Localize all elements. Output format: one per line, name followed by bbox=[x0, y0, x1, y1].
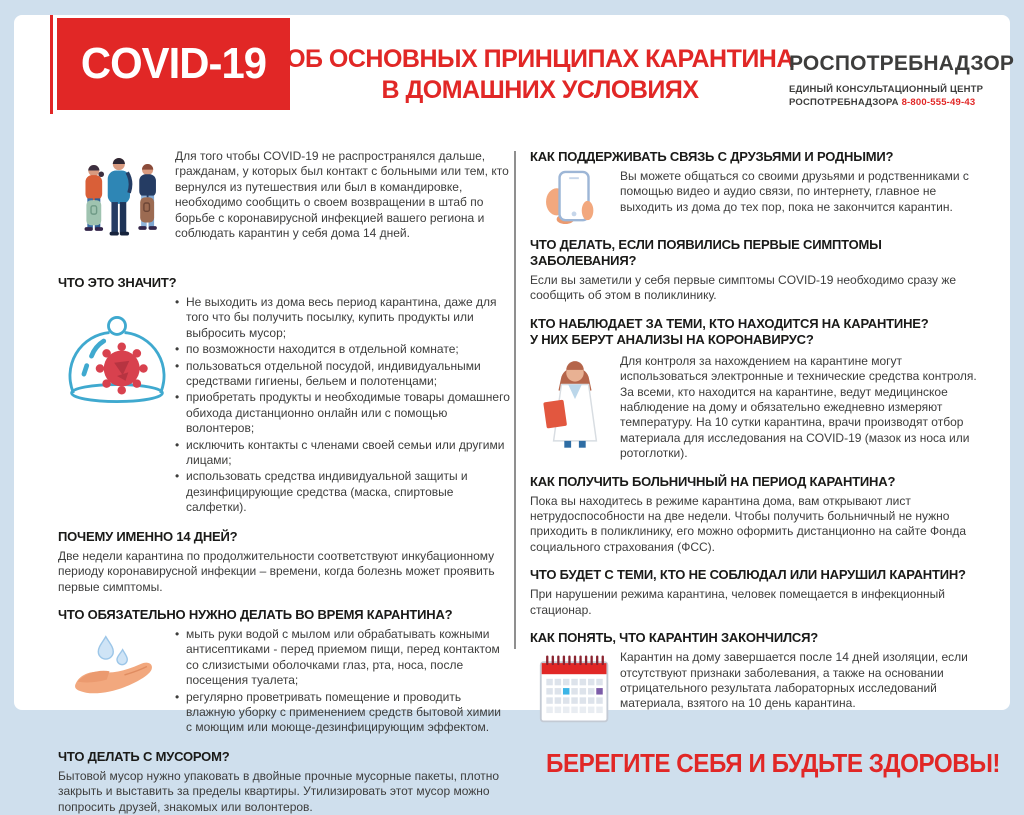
section-heading: КАК ПОДДЕРЖИВАТЬ СВЯЗЬ С ДРУЗЬЯМИ И РОДНЫМИ? bbox=[530, 149, 894, 164]
travelers-icon bbox=[58, 149, 175, 257]
section-paragraph: Карантин на дому завершается после 14 дней изоляции, если отсутствуют признаки заболевания, а также на основании отрицательного результата лабораторных исследований материала, взятого на 10 день карантина. bbox=[620, 650, 968, 711]
page-title-line1: ОБ ОСНОВНЫХ ПРИНЦИПАХ КАРАНТИНА bbox=[286, 45, 794, 73]
list-item: • использовать средства индивидуальной защиты и дезинфицирующие средства (маска, спиртовые салфетки). bbox=[175, 469, 510, 515]
list-item: • исключить контакты с членами своей семьи или другими лицами; bbox=[175, 438, 510, 469]
page-title-line2: В ДОМАШНИХ УСЛОВИЯХ bbox=[381, 76, 699, 104]
what-it-means-list bbox=[175, 295, 510, 517]
must-do-section bbox=[58, 607, 510, 737]
virus-under-dome-icon bbox=[58, 295, 175, 409]
list-item: • приобретать продукты и необходимые товары домашнего обихода дистанционно онлайн или с помощью волонтеров; bbox=[175, 390, 510, 436]
section-paragraph: Для контроля за нахождением на карантине могут использоваться электронные и технические средства контроля. bbox=[620, 353, 977, 384]
section-heading: КАК ПОНЯТЬ, ЧТО КАРАНТИН ЗАКОНЧИЛСЯ? bbox=[530, 630, 818, 646]
section-paragraph: Пока вы находитесь в режиме карантина дома, вам открывают лист нетрудоспособности на две недели. Чтобы получить больничный не нужно приходить в поликлинику, его можно оформить дистанционно на сайте Фонда социального страхования (ФСС). bbox=[530, 493, 967, 554]
list-item: • пользоваться отдельной посудой, индивидуальными средствами гигиены, бельем и полотенцами; bbox=[175, 359, 510, 390]
section-paragraph: Две недели карантина по продолжительности соответствуют инкубационному периоду коронавирусной инфекции – времени, когда болезнь может проявить первые симптомы. bbox=[58, 548, 495, 594]
hand-washing-icon bbox=[58, 627, 175, 717]
red-accent-line bbox=[50, 15, 53, 114]
list-item: • по возможности находится в отдельной комнате; bbox=[175, 342, 510, 357]
section-paragraph: Если вы заметили у себя первые симптомы COVID-19 необходимо сразу же сообщить об этом в поликлинику. bbox=[530, 273, 957, 303]
hotline-phone: 8-800-555-49-43 bbox=[901, 97, 976, 108]
org-subtitle-line2: РОСПОТРЕБНАДЗОРА 8-800-555-49-43 bbox=[789, 97, 976, 108]
why-14-days-section bbox=[58, 529, 510, 595]
section-heading: ЧТО ОБЯЗАТЕЛЬНО НУЖНО ДЕЛАТЬ ВО ВРЕМЯ КАРАНТИНА? bbox=[58, 606, 453, 622]
left-column bbox=[58, 149, 510, 815]
trash-section bbox=[58, 749, 510, 815]
keep-in-touch-section bbox=[530, 149, 988, 225]
right-column bbox=[530, 149, 1001, 779]
calendar-icon bbox=[530, 650, 620, 728]
section-heading: ПОЧЕМУ ИМЕННО 14 ДНЕЙ? bbox=[58, 528, 238, 544]
page-title bbox=[280, 44, 800, 106]
list-item: • регулярно проветривать помещение и проводить влажную уборку с применением средств бытовой химии с моющим или моюще-дезинфицирующим эффектом. bbox=[175, 690, 510, 736]
covid-badge bbox=[57, 18, 290, 110]
violation-section bbox=[530, 567, 988, 618]
section-heading: КТО НАБЛЮДАЕТ ЗА ТЕМИ, КТО НАХОДИТСЯ НА КАРАНТИНЕ? У НИХ БЕРУТ АНАЛИЗЫ НА КОРОНАВИРУС? bbox=[530, 315, 929, 347]
org-name: РОСПОТРЕБНАДЗОР bbox=[789, 52, 1015, 75]
org-subtitle-line1: ЕДИНЫЙ КОНСУЛЬТАЦИОННЫЙ ЦЕНТР bbox=[789, 84, 984, 95]
footer-slogan: БЕРЕГИТЕ СЕБЯ И БУДЬТЕ ЗДОРОВЫ! bbox=[546, 748, 1001, 779]
list-item: • Не выходить из дома весь период карантина, даже для того что бы получить посылку, купить продукты или выбросить мусор; bbox=[175, 295, 510, 341]
section-paragraph: За всеми, кто находится на карантине, ведут медицинское наблюдение на дому и обязательно ежедневно измеряют температуру. На 10 сутки карантина, врачи производят отбор материала для исследования на COVID-19 (мазок из носа или ротоглотки). bbox=[620, 384, 970, 461]
covid-badge-label: COVID-19 bbox=[80, 39, 267, 88]
who-monitors-section bbox=[530, 316, 988, 462]
section-heading: ЧТО БУДЕТ С ТЕМИ, КТО НЕ СОБЛЮДАЛ ИЛИ НАРУШИЛ КАРАНТИН? bbox=[530, 567, 966, 583]
intro-section bbox=[58, 149, 510, 257]
what-it-means-section bbox=[58, 275, 510, 517]
sick-leave-section bbox=[530, 474, 988, 556]
section-paragraph: Бытовой мусор нужно упаковать в двойные прочные мусорные пакеты, плотно закрыть и выставить за пределы квартиры. Утилизировать этот мусор можно попросить друзей, знакомых или волонтеров. bbox=[58, 768, 500, 814]
section-paragraph: При нарушении режима карантина, человек помещается в инфекционный стационар. bbox=[530, 587, 945, 617]
must-do-list bbox=[175, 627, 510, 737]
section-heading: ЧТО ДЕЛАТЬ, ЕСЛИ ПОЯВИЛИСЬ ПЕРВЫЕ СИМПТОМЫ ЗАБОЛЕВАНИЯ? bbox=[530, 237, 882, 268]
org-block bbox=[789, 52, 1015, 109]
section-paragraph: Вы можете общаться со своими друзьями и родственниками с помощью видео и аудио связи, по интернету, главное не выходить из дома до тех пор, пока не закончится карантин. bbox=[620, 169, 969, 214]
section-heading: КАК ПОЛУЧИТЬ БОЛЬНИЧНЫЙ НА ПЕРИОД КАРАНТИНА? bbox=[530, 473, 896, 489]
quarantine-end-section bbox=[530, 630, 988, 728]
doctor-icon bbox=[530, 354, 620, 450]
first-symptoms-section bbox=[530, 237, 988, 304]
poster-page bbox=[14, 15, 1015, 814]
column-divider bbox=[514, 151, 516, 649]
section-heading: ЧТО ЭТО ЗНАЧИТ? bbox=[58, 275, 177, 290]
section-heading: ЧТО ДЕЛАТЬ С МУСОРОМ? bbox=[58, 748, 230, 764]
list-item: • мыть руки водой с мылом или обрабатывать кожными антисептиками - перед приемом пищи, перед контактом со слизистыми оболочками глаз, рта, носа, после посещения туалета; bbox=[175, 627, 510, 689]
phone-in-hand-icon bbox=[530, 169, 620, 225]
intro-paragraph: Для того чтобы COVID-19 не распространялся дальше, гражданам, у которых был контакт с больными или тем, кто вернулся из путешествия или был в командировке, необходимо сообщить о своем возвращении в штаб по борьбе с коронавирусной инфекцией вашего региона и соблюдать карантин у себя дома 14 дней. bbox=[175, 149, 509, 241]
org-subtitle bbox=[789, 83, 1007, 109]
